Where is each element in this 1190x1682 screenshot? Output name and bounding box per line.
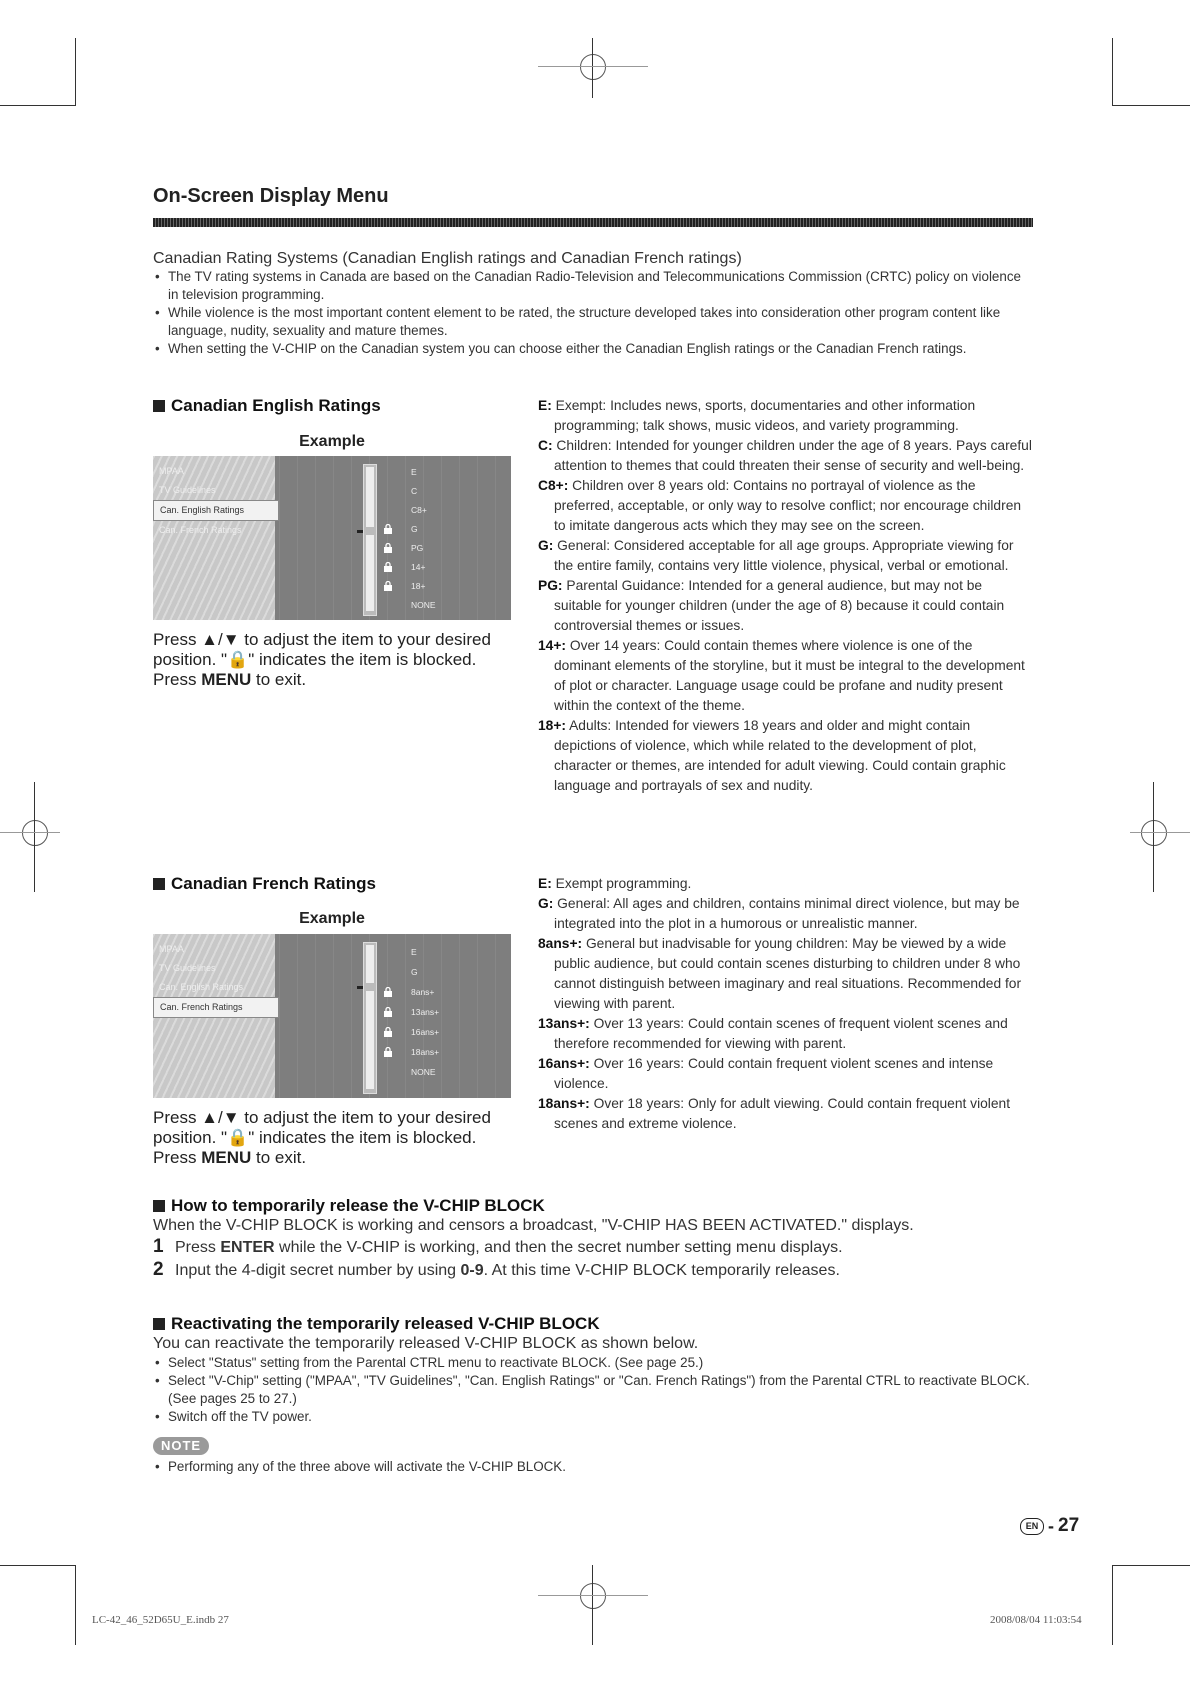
osd-slider-marker bbox=[357, 986, 363, 989]
lock-icon bbox=[383, 581, 393, 591]
enter-key-label: ENTER bbox=[220, 1239, 275, 1256]
step-number: 1 bbox=[153, 1236, 164, 1257]
osd-rating-label: 16ans+ bbox=[411, 1027, 440, 1037]
osd-menu-item: TV Guidelines bbox=[159, 485, 216, 495]
rating-text: Exempt programming. bbox=[555, 876, 692, 891]
rating-definition bbox=[538, 1014, 1033, 1054]
rating-definition bbox=[538, 874, 1033, 894]
menu-key-label: MENU bbox=[201, 670, 252, 689]
osd-menu-item-selected: Can. French Ratings bbox=[153, 997, 279, 1018]
rating-text: Over 14 years: Could contain themes where violence is one of the dominant elements of the storyline, but it must be integral to the development of plot or character. Language usage could be profane and nudity present within the context of the theme. bbox=[554, 638, 1025, 713]
bullet-square-icon bbox=[153, 400, 165, 412]
rating-key: 18ans+: bbox=[538, 1096, 590, 1111]
osd-rating-row bbox=[371, 964, 491, 983]
rating-definition bbox=[538, 576, 1033, 636]
crop-mark bbox=[0, 1565, 75, 1566]
lock-icon bbox=[383, 1007, 393, 1017]
osd-rating-label: C8+ bbox=[411, 505, 427, 515]
instruction-line bbox=[153, 1148, 523, 1168]
lock-icon bbox=[383, 562, 393, 572]
rating-text: Parental Guidance: Intended for a general audience, but may not be suitable for younger children (under the age of 8) because it could contain controversial themes or issues. bbox=[554, 578, 1005, 633]
instruction-line: Press ▲/▼ to adjust the item to your desired bbox=[153, 1108, 491, 1127]
step-text: . At this time V-CHIP BLOCK temporarily releases. bbox=[483, 1262, 840, 1279]
rating-text: Adults: Intended for viewers 18 years and older and might contain depictions of violence, which while related to the development of plot, character or themes, are intended for adult viewing. Could contain graphic language and portrayals of sex and nudity. bbox=[554, 718, 1006, 793]
intro-bullet: • When setting the V-CHIP on the Canadian system you can choose either the Canadian English ratings or the Canadian French ratings. bbox=[153, 340, 1033, 358]
rating-text: Over 13 years: Could contain scenes of frequent violent scenes and therefore recommended for viewing with parent. bbox=[554, 1016, 1008, 1051]
rating-text: General: All ages and children, contains minimal direct violence, but may be integrated into the plot in a humorous or unrealistic manner. bbox=[554, 896, 1020, 931]
crop-mark bbox=[0, 832, 60, 833]
reactivate-section bbox=[153, 1314, 1033, 1426]
crop-mark bbox=[0, 105, 75, 106]
osd-rating-row bbox=[371, 597, 491, 616]
crop-mark bbox=[1112, 1565, 1113, 1645]
english-osd-screenshot bbox=[153, 456, 511, 620]
lock-icon bbox=[383, 524, 393, 534]
bullet-square-icon bbox=[153, 1200, 165, 1212]
osd-rating-row bbox=[371, 944, 491, 963]
rating-key: G: bbox=[538, 896, 554, 911]
note-list bbox=[153, 1458, 1033, 1476]
rating-key: 13ans+: bbox=[538, 1016, 590, 1031]
release-step bbox=[153, 1259, 1033, 1282]
osd-menu-item: Can. French Ratings bbox=[159, 525, 242, 535]
release-heading bbox=[153, 1196, 1033, 1216]
crop-mark bbox=[1130, 832, 1190, 833]
rating-definition bbox=[538, 476, 1033, 536]
registration-mark bbox=[580, 1583, 606, 1609]
french-heading-text: Canadian French Ratings bbox=[171, 874, 376, 893]
rating-text: Over 16 years: Could contain frequent violent scenes and intense violence. bbox=[554, 1056, 994, 1091]
osd-rating-list bbox=[371, 944, 511, 1094]
instruction-text: Press bbox=[153, 670, 202, 689]
english-heading bbox=[153, 396, 381, 416]
osd-rating-row bbox=[371, 1004, 491, 1023]
menu-key-label: MENU bbox=[201, 1148, 252, 1167]
osd-menu-item: MPAA bbox=[159, 944, 184, 954]
rating-key: G: bbox=[538, 538, 554, 553]
language-badge: EN bbox=[1020, 1518, 1044, 1535]
osd-rating-row bbox=[371, 578, 491, 597]
reactivate-heading-text: Reactivating the temporarily released V-CHIP BLOCK bbox=[171, 1314, 600, 1333]
osd-rating-label: E bbox=[411, 467, 417, 477]
osd-menu-item-selected: Can. English Ratings bbox=[153, 500, 279, 521]
release-lead: When the V-CHIP BLOCK is working and censors a broadcast, "V-CHIP HAS BEEN ACTIVATED." displays. bbox=[153, 1217, 914, 1234]
note-text: • Performing any of the three above will activate the V-CHIP BLOCK. bbox=[153, 1458, 1033, 1476]
footer-date: 2008/08/04 11:03:54 bbox=[990, 1614, 1082, 1626]
note-badge: NOTE bbox=[153, 1437, 209, 1455]
osd-rating-row bbox=[371, 1064, 491, 1083]
instruction-text: Press bbox=[153, 1148, 202, 1167]
page-number-separator: - bbox=[1048, 1515, 1054, 1536]
rating-key: C: bbox=[538, 438, 553, 453]
rating-text: Exempt: Includes news, sports, documentaries and other information programming; talk shows, music videos, and variety programming. bbox=[554, 398, 976, 433]
registration-mark bbox=[580, 54, 606, 80]
french-definitions bbox=[538, 874, 1033, 1134]
crop-mark bbox=[75, 1565, 76, 1645]
english-definitions bbox=[538, 396, 1033, 796]
page-number bbox=[1020, 1515, 1079, 1537]
rating-text: Children over 8 years old: Contains no portrayal of violence as the preferred, acceptable, or only way to resolve conflict; nor encourage children to imitate dangerous acts which they may see on the screen. bbox=[554, 478, 1022, 533]
english-instructions bbox=[153, 630, 523, 690]
osd-rating-row bbox=[371, 540, 491, 559]
english-heading-text: Canadian English Ratings bbox=[171, 396, 381, 415]
rating-definition bbox=[538, 536, 1033, 576]
page-number-value: 27 bbox=[1058, 1515, 1080, 1536]
rating-definition bbox=[538, 1094, 1033, 1134]
osd-menu bbox=[153, 456, 275, 620]
rating-definition bbox=[538, 396, 1033, 436]
page-title: On-Screen Display Menu bbox=[153, 185, 389, 207]
crop-mark bbox=[592, 38, 593, 98]
title-rule bbox=[153, 218, 1033, 227]
osd-rating-label: 13ans+ bbox=[411, 1007, 440, 1017]
rating-key: 14+: bbox=[538, 638, 566, 653]
osd-rating-label: C bbox=[411, 486, 418, 496]
french-osd-screenshot bbox=[153, 934, 511, 1098]
osd-rating-row bbox=[371, 464, 491, 483]
release-step bbox=[153, 1236, 1033, 1259]
osd-rating-label: 14+ bbox=[411, 562, 426, 572]
osd-slider-marker bbox=[357, 530, 363, 533]
osd-menu-item: Can. English Ratings bbox=[159, 982, 244, 992]
osd-rating-label: E bbox=[411, 947, 417, 957]
rating-key: E: bbox=[538, 398, 552, 413]
rating-definition bbox=[538, 716, 1033, 796]
intro-bullet: • While violence is the most important content element to be rated, the structure developed takes into consideration other program content like language, nudity, sexuality and mature themes. bbox=[153, 304, 1033, 340]
rating-key: PG: bbox=[538, 578, 563, 593]
step-text: Press bbox=[175, 1239, 221, 1256]
reactivate-heading bbox=[153, 1314, 1033, 1334]
crop-mark bbox=[34, 782, 35, 892]
crop-mark bbox=[1112, 38, 1113, 106]
intro-bullets bbox=[153, 268, 1033, 358]
reactivate-bullet: • Select "V-Chip" setting ("MPAA", "TV Guidelines", "Can. English Ratings" or "Can. French Ratings") from the Parental CTRL to reactivate BLOCK. (See pages 25 to 27.) bbox=[153, 1372, 1033, 1408]
release-heading-text: How to temporarily release the V-CHIP BLOCK bbox=[171, 1196, 545, 1215]
osd-rating-label: 18+ bbox=[411, 581, 426, 591]
rating-definition bbox=[538, 894, 1033, 934]
rating-definition bbox=[538, 436, 1033, 476]
osd-rating-label: NONE bbox=[411, 1067, 436, 1077]
rating-definition bbox=[538, 934, 1033, 1014]
intro-lead: Canadian Rating Systems (Canadian English ratings and Canadian French ratings) bbox=[153, 250, 742, 267]
osd-rating-row bbox=[371, 521, 491, 540]
osd-rating-row bbox=[371, 1024, 491, 1043]
rating-definition bbox=[538, 1054, 1033, 1094]
rating-key: 18+: bbox=[538, 718, 566, 733]
osd-rating-label: 8ans+ bbox=[411, 987, 435, 997]
crop-mark bbox=[592, 1565, 593, 1645]
instruction-line: Press ▲/▼ to adjust the item to your desired bbox=[153, 630, 491, 649]
osd-rating-row bbox=[371, 559, 491, 578]
rating-key: 8ans+: bbox=[538, 936, 583, 951]
registration-mark bbox=[22, 820, 48, 846]
instruction-line bbox=[153, 670, 523, 690]
step-text: while the V-CHIP is working, and then the secret number setting menu displays. bbox=[274, 1239, 843, 1256]
instruction-line: position. "🔒" indicates the item is blocked. bbox=[153, 650, 477, 669]
release-section bbox=[153, 1196, 1033, 1282]
instruction-text: to exit. bbox=[251, 670, 307, 689]
crop-mark bbox=[538, 1595, 648, 1596]
crop-mark bbox=[1153, 782, 1154, 892]
rating-text: Children: Intended for younger children under the age of 8 years. Pays careful attention to themes that could threaten their sense of security and well-being. bbox=[554, 438, 1032, 473]
crop-mark bbox=[1112, 105, 1190, 106]
osd-rating-label: NONE bbox=[411, 600, 436, 610]
lock-icon bbox=[383, 987, 393, 997]
reactivate-bullet: • Select "Status" setting from the Parental CTRL menu to reactivate BLOCK. (See page 25.) bbox=[153, 1354, 1033, 1372]
osd-rating-list bbox=[371, 464, 511, 614]
crop-mark bbox=[75, 38, 76, 106]
step-text: Input the 4-digit secret number by using bbox=[175, 1262, 461, 1279]
rating-key: C8+: bbox=[538, 478, 569, 493]
osd-menu-item: MPAA bbox=[159, 466, 184, 476]
rating-text: General but inadvisable for young children: May be viewed by a wide public audience, but could contain scenes disturbing to children under 8 who cannot distinguish between imaginary and real situations. Recommended for viewing with parent. bbox=[554, 936, 1022, 1011]
osd-rating-label: G bbox=[411, 967, 418, 977]
lock-icon bbox=[383, 543, 393, 553]
bullet-square-icon bbox=[153, 878, 165, 890]
rating-text: Over 18 years: Only for adult viewing. Could contain frequent violent scenes and extreme violence. bbox=[554, 1096, 1011, 1131]
rating-text: General: Considered acceptable for all age groups. Appropriate viewing for the entire family, contains very little violence, physical, verbal or emotional. bbox=[554, 538, 1014, 573]
french-instructions bbox=[153, 1108, 523, 1168]
english-example-label: Example bbox=[299, 433, 365, 450]
step-number: 2 bbox=[153, 1259, 164, 1280]
reactivate-bullet: • Switch off the TV power. bbox=[153, 1408, 1033, 1426]
instruction-line: position. "🔒" indicates the item is blocked. bbox=[153, 1128, 477, 1147]
registration-mark bbox=[1141, 820, 1167, 846]
crop-mark bbox=[1112, 1565, 1190, 1566]
bullet-square-icon bbox=[153, 1318, 165, 1330]
french-example-label: Example bbox=[299, 910, 365, 927]
lock-icon bbox=[383, 1047, 393, 1057]
osd-rating-row bbox=[371, 1044, 491, 1063]
rating-key: 16ans+: bbox=[538, 1056, 590, 1071]
osd-rating-row bbox=[371, 984, 491, 1003]
osd-rating-row bbox=[371, 502, 491, 521]
osd-rating-label: G bbox=[411, 524, 418, 534]
crop-mark bbox=[538, 66, 648, 67]
reactivate-bullets bbox=[153, 1354, 1033, 1426]
instruction-text: to exit. bbox=[251, 1148, 307, 1167]
lock-icon bbox=[383, 1027, 393, 1037]
rating-key: E: bbox=[538, 876, 552, 891]
osd-rating-label: PG bbox=[411, 543, 424, 553]
osd-rating-row bbox=[371, 483, 491, 502]
french-heading bbox=[153, 874, 376, 894]
osd-rating-label: 18ans+ bbox=[411, 1047, 440, 1057]
footer-file: LC-42_46_52D65U_E.indb 27 bbox=[92, 1614, 229, 1626]
intro-bullet: • The TV rating systems in Canada are based on the Canadian Radio-Television and Telecommunications Commission (CRTC) policy on violence in television programming. bbox=[153, 268, 1033, 304]
osd-menu bbox=[153, 934, 275, 1098]
reactivate-lead: You can reactivate the temporarily released V-CHIP BLOCK as shown below. bbox=[153, 1335, 699, 1352]
digit-keys-label: 0-9 bbox=[460, 1262, 484, 1279]
intro-section bbox=[153, 250, 1033, 358]
osd-menu-item: TV Guidelines bbox=[159, 963, 216, 973]
rating-definition bbox=[538, 636, 1033, 716]
